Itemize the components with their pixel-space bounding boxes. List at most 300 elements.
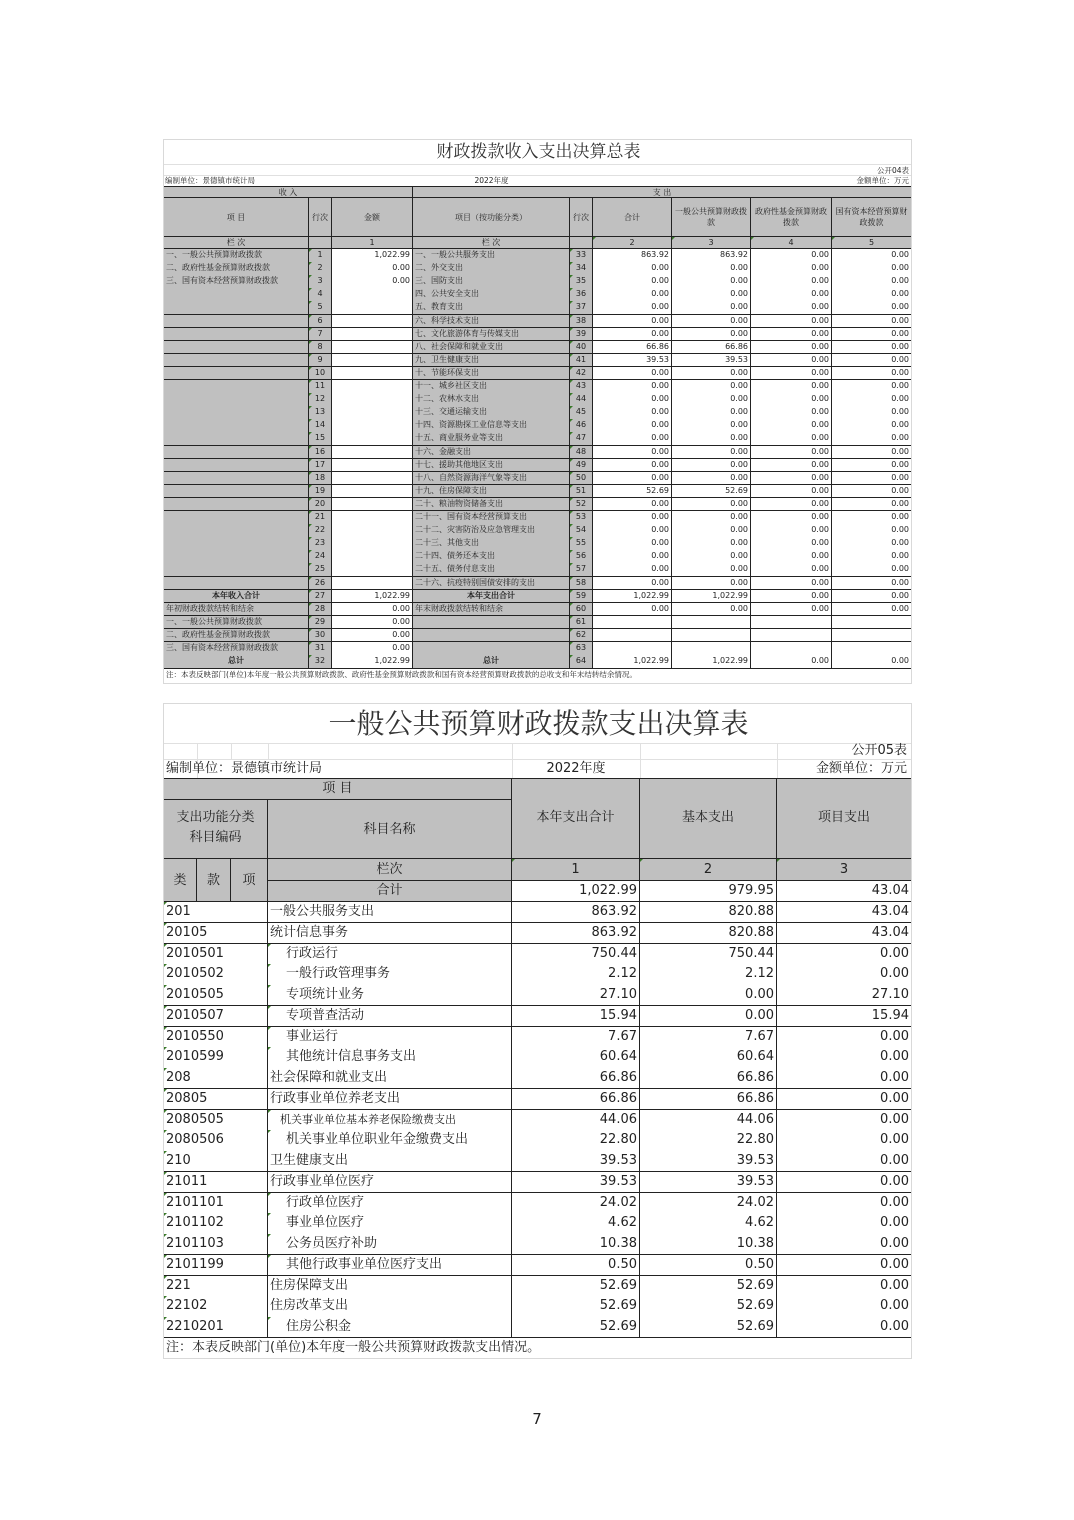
- income-amount: 0.00: [332, 616, 413, 630]
- expense-state: [832, 616, 911, 630]
- expense-item: 本年支出合计: [413, 590, 570, 604]
- expense-state: 0.00: [832, 432, 911, 446]
- expense-fund: 0.00: [751, 550, 832, 564]
- expense-state: 0.00: [832, 328, 911, 342]
- expense-state: 0.00: [832, 511, 911, 525]
- expense-item: 九、卫生健康支出: [413, 354, 570, 368]
- subject-name: 专项统计业务: [268, 985, 512, 1006]
- expense-row-no: 34: [570, 262, 593, 276]
- subject-code: 2010502: [164, 964, 268, 985]
- income-item: [164, 498, 309, 512]
- expense-row-no: 47: [570, 432, 593, 446]
- basic-expense: 22.80: [640, 1130, 777, 1151]
- expense-row-no: 46: [570, 419, 593, 433]
- expense-fund: 0.00: [751, 249, 832, 263]
- lanci-label-income: 栏 次: [164, 237, 309, 249]
- expense-item: 二十六、抗疫特别国债安排的支出: [413, 577, 570, 591]
- expense-total: 0.00: [593, 577, 672, 591]
- expense-general: [672, 642, 751, 656]
- expense-general: 0.00: [672, 472, 751, 486]
- income-row-no: 20: [309, 498, 332, 512]
- expense-row-no: 58: [570, 577, 593, 591]
- expense-item: 二十四、债务还本支出: [413, 550, 570, 564]
- expense-row-no: 56: [570, 550, 593, 564]
- total-expense: 863.92: [512, 923, 640, 944]
- expense-fund: [751, 616, 832, 630]
- income-row-no: 22: [309, 524, 332, 538]
- expense-general: 0.00: [672, 459, 751, 473]
- expense-general: [672, 616, 751, 630]
- expense-general: 1,022.99: [672, 590, 751, 604]
- project-expense: 0.00: [777, 1172, 911, 1193]
- expense-item: 十一、城乡社区支出: [413, 380, 570, 394]
- expense-total: [593, 616, 672, 630]
- expense-item: 年末财政拨款结转和结余: [413, 603, 570, 617]
- expense-general: 0.00: [672, 275, 751, 289]
- subject-name: 统计信息事务: [268, 923, 512, 944]
- lanci-empty: [309, 237, 332, 249]
- expense-state: 0.00: [832, 655, 911, 669]
- fiscal-appropriation-summary-table: [163, 139, 912, 684]
- expense-state: 0.00: [832, 446, 911, 460]
- table1-code: 公开04表: [876, 166, 909, 175]
- income-item: [164, 524, 309, 538]
- expense-state: 0.00: [832, 590, 911, 604]
- table1-money-unit: 金额单位：万元: [856, 176, 909, 185]
- expense-item: [413, 616, 570, 630]
- expense-fund: 0.00: [751, 315, 832, 329]
- table2-code: 公开05表: [851, 743, 907, 758]
- subject-code: 208: [164, 1068, 268, 1089]
- expense-row-no: 63: [570, 642, 593, 656]
- item-header: 项 目: [164, 778, 512, 800]
- expense-fund: 0.00: [751, 655, 832, 669]
- basic-expense: 60.64: [640, 1047, 777, 1068]
- expense-row-no: 45: [570, 406, 593, 420]
- expense-fund: 0.00: [751, 262, 832, 276]
- income-row-no: 15: [309, 432, 332, 446]
- project-expense: 0.00: [777, 1213, 911, 1234]
- expense-row-no: 38: [570, 315, 593, 329]
- expense-state: 0.00: [832, 301, 911, 315]
- expense-total: 0.00: [593, 603, 672, 617]
- expense-item: 十九、住房保障支出: [413, 485, 570, 499]
- expense-item: 总计: [413, 655, 570, 669]
- total-expense: 44.06: [512, 1110, 640, 1131]
- basic-expense: 10.38: [640, 1234, 777, 1255]
- table2-unit-org: 编制单位：景德镇市统计局: [166, 761, 323, 776]
- income-amount: [332, 380, 413, 394]
- expense-total: 0.00: [593, 262, 672, 276]
- income-amount: [332, 511, 413, 525]
- income-row-no: 2: [309, 262, 332, 276]
- expense-general: 0.00: [672, 288, 751, 302]
- col-header-project: 项目支出: [777, 778, 911, 859]
- total-expense: 52.69: [512, 1317, 640, 1338]
- subject-code: 221: [164, 1276, 268, 1297]
- income-item: [164, 511, 309, 525]
- table2-note: 注：本表反映部门(单位)本年度一般公共预算财政拨款支出情况。: [166, 1340, 541, 1355]
- expense-general: 0.00: [672, 315, 751, 329]
- subject-code: 2080505: [164, 1110, 268, 1131]
- project-expense: 0.00: [777, 1296, 911, 1317]
- table2-money-unit: 金额单位：万元: [815, 761, 907, 776]
- income-amount: [332, 419, 413, 433]
- expense-general: 52.69: [672, 485, 751, 499]
- basic-expense: 4.62: [640, 1213, 777, 1234]
- expense-total: 0.00: [593, 498, 672, 512]
- expense-fund: 0.00: [751, 603, 832, 617]
- table1-title: 财政拨款收入支出决算总表: [436, 142, 641, 162]
- name-header: 科目名称: [268, 800, 512, 859]
- subject-name: 住房改革支出: [268, 1296, 512, 1317]
- income-item: [164, 537, 309, 551]
- income-amount: 0.00: [332, 642, 413, 656]
- total-expense: 52.69: [512, 1276, 640, 1297]
- income-item: [164, 577, 309, 591]
- expense-general: 1,022.99: [672, 655, 751, 669]
- expense-item: 十、节能环保支出: [413, 367, 570, 381]
- expense-general: 0.00: [672, 262, 751, 276]
- income-item: [164, 367, 309, 381]
- income-row-no: 27: [309, 590, 332, 604]
- income-amount: [332, 328, 413, 342]
- expense-state: 0.00: [832, 563, 911, 577]
- expense-fund: 0.00: [751, 275, 832, 289]
- income-amount: [332, 315, 413, 329]
- income-row-no: 21: [309, 511, 332, 525]
- expense-fund: 0.00: [751, 537, 832, 551]
- income-amount: [332, 537, 413, 551]
- expense-general: 0.00: [672, 328, 751, 342]
- expense-state: [832, 642, 911, 656]
- expense-item: 七、文化旅游体育与传媒支出: [413, 328, 570, 342]
- expense-total: 52.69: [593, 485, 672, 499]
- expense-row-no: 41: [570, 354, 593, 368]
- expense-fund: 0.00: [751, 288, 832, 302]
- total-expense: 27.10: [512, 985, 640, 1006]
- income-amount: [332, 550, 413, 564]
- total-expense: 24.02: [512, 1193, 640, 1214]
- income-item: [164, 406, 309, 420]
- income-item: 三、国有资本经营预算财政拨款: [164, 275, 309, 289]
- income-amount: [332, 498, 413, 512]
- basic-expense: 66.86: [640, 1068, 777, 1089]
- income-row-no: 29: [309, 616, 332, 630]
- expense-total: 0.00: [593, 380, 672, 394]
- project-expense: 43.04: [777, 923, 911, 944]
- expense-item: 十四、资源勘探工业信息等支出: [413, 419, 570, 433]
- expense-row-no: 49: [570, 459, 593, 473]
- expense-fund: [751, 642, 832, 656]
- expense-total: [593, 642, 672, 656]
- subject-name: 住房保障支出: [268, 1276, 512, 1297]
- expense-total: 0.00: [593, 550, 672, 564]
- expense-fund: 0.00: [751, 524, 832, 538]
- income-amount: [332, 524, 413, 538]
- expense-item: 三、国防支出: [413, 275, 570, 289]
- class-label-kuan: 款: [197, 859, 231, 902]
- expense-state: 0.00: [832, 603, 911, 617]
- subject-name: 行政运行: [268, 944, 512, 965]
- expense-general: 0.00: [672, 603, 751, 617]
- total-value: 43.04: [777, 881, 911, 902]
- income-row-no: 25: [309, 563, 332, 577]
- income-amount: [332, 577, 413, 591]
- expense-state: 0.00: [832, 393, 911, 407]
- income-row-no: 19: [309, 485, 332, 499]
- income-amount: [332, 563, 413, 577]
- expense-total: 0.00: [593, 524, 672, 538]
- expense-fund: 0.00: [751, 419, 832, 433]
- code-header: [164, 800, 268, 859]
- basic-expense: 2.12: [640, 964, 777, 985]
- income-row-no: 26: [309, 577, 332, 591]
- lanci-exp-value: 2: [593, 237, 672, 249]
- table2-year: 2022年度: [546, 761, 606, 776]
- income-row-no: 9: [309, 354, 332, 368]
- table1-year: 2022年度: [474, 176, 509, 185]
- expense-item: 四、公共安全支出: [413, 288, 570, 302]
- project-expense: 0.00: [777, 1255, 911, 1276]
- total-expense: 7.67: [512, 1027, 640, 1048]
- class-label-lei: 类: [164, 859, 197, 902]
- expense-fund: 0.00: [751, 328, 832, 342]
- project-expense: 0.00: [777, 1151, 911, 1172]
- expense-total: 0.00: [593, 511, 672, 525]
- table2-title: 一般公共预算财政拨款支出决算表: [328, 707, 749, 740]
- expense-row-no: 39: [570, 328, 593, 342]
- expense-row-no: 51: [570, 485, 593, 499]
- income-row-no: 12: [309, 393, 332, 407]
- project-expense: 0.00: [777, 1234, 911, 1255]
- expense-item: 十八、自然资源海洋气象等支出: [413, 472, 570, 486]
- expense-item: 二十三、其他支出: [413, 537, 570, 551]
- expense-total: 1,022.99: [593, 655, 672, 669]
- income-amount: 1,022.99: [332, 249, 413, 263]
- income-amount: 0.00: [332, 603, 413, 617]
- income-amount: [332, 288, 413, 302]
- subject-name: 机关事业单位基本养老保险缴费支出: [268, 1110, 512, 1131]
- expense-row-no: 44: [570, 393, 593, 407]
- expense-fund: 0.00: [751, 511, 832, 525]
- col-header-exp-row-no: 行次: [570, 198, 593, 237]
- col-header-row-no: 行次: [309, 198, 332, 237]
- project-expense: 0.00: [777, 1047, 911, 1068]
- income-item: [164, 341, 309, 355]
- income-amount: [332, 367, 413, 381]
- basic-expense: 750.44: [640, 944, 777, 965]
- expense-state: [832, 629, 911, 643]
- expense-item: [413, 629, 570, 643]
- expense-general: 0.00: [672, 446, 751, 460]
- lanci-value: 3: [777, 859, 911, 881]
- expense-total: 0.00: [593, 367, 672, 381]
- income-amount: 0.00: [332, 629, 413, 643]
- lanci-income-value: 1: [332, 237, 413, 249]
- total-expense: 750.44: [512, 944, 640, 965]
- expense-fund: 0.00: [751, 367, 832, 381]
- total-expense: 66.86: [512, 1089, 640, 1110]
- basic-expense: 39.53: [640, 1172, 777, 1193]
- income-item: [164, 563, 309, 577]
- class-label-xiang: 项: [231, 859, 268, 902]
- income-row-no: 32: [309, 655, 332, 669]
- total-expense: 4.62: [512, 1213, 640, 1234]
- col-header-basic: 基本支出: [640, 778, 777, 859]
- lanci-label-expense: 栏 次: [413, 237, 570, 249]
- income-item: [164, 301, 309, 315]
- code-header-line2: 科目编码: [189, 830, 242, 845]
- lanci-exp-value: 5: [832, 237, 911, 249]
- expense-row-no: 52: [570, 498, 593, 512]
- expense-row-no: 60: [570, 603, 593, 617]
- expense-state: 0.00: [832, 406, 911, 420]
- expense-row-no: 40: [570, 341, 593, 355]
- table1-note: 注：本表反映部门(单位)本年度一般公共预算财政拨款、政府性基金预算财政拨款和国有资本经营预算财政拨款的总收支和年末结转结余情况。: [166, 670, 637, 679]
- project-expense: 0.00: [777, 964, 911, 985]
- income-amount: [332, 406, 413, 420]
- income-item: 本年收入合计: [164, 590, 309, 604]
- lanci-exp-value: 4: [751, 237, 832, 249]
- project-expense: 0.00: [777, 1089, 911, 1110]
- expense-total: 0.00: [593, 419, 672, 433]
- subject-name: 专项普查活动: [268, 1006, 512, 1027]
- subject-name: 行政单位医疗: [268, 1193, 512, 1214]
- income-amount: 1,022.99: [332, 655, 413, 669]
- expense-total: 0.00: [593, 288, 672, 302]
- income-amount: [332, 459, 413, 473]
- income-row-no: 3: [309, 275, 332, 289]
- income-row-no: 4: [309, 288, 332, 302]
- subject-code: 2010507: [164, 1006, 268, 1027]
- basic-expense: 0.00: [640, 985, 777, 1006]
- lanci-value: 2: [640, 859, 777, 881]
- expense-item: 一、一般公共服务支出: [413, 249, 570, 263]
- project-expense: 0.00: [777, 1276, 911, 1297]
- expense-item: 十五、商业服务业等支出: [413, 432, 570, 446]
- income-amount: [332, 341, 413, 355]
- expense-item: 二十、粮油物资储备支出: [413, 498, 570, 512]
- lanci-empty: [570, 237, 593, 249]
- expense-state: 0.00: [832, 524, 911, 538]
- expense-item: 十六、金融支出: [413, 446, 570, 460]
- basic-expense: 0.50: [640, 1255, 777, 1276]
- income-item: [164, 380, 309, 394]
- expense-general: 0.00: [672, 367, 751, 381]
- expense-fund: 0.00: [751, 577, 832, 591]
- expense-total: 39.53: [593, 354, 672, 368]
- subject-code: 20805: [164, 1089, 268, 1110]
- expense-general: 0.00: [672, 406, 751, 420]
- income-item: 二、政府性基金预算财政拨款: [164, 262, 309, 276]
- basic-expense: 24.02: [640, 1193, 777, 1214]
- income-row-no: 1: [309, 249, 332, 263]
- income-row-no: 23: [309, 537, 332, 551]
- subject-code: 2101199: [164, 1255, 268, 1276]
- expense-row-no: 61: [570, 616, 593, 630]
- income-row-no: 11: [309, 380, 332, 394]
- expense-total: 0.00: [593, 315, 672, 329]
- expense-row-no: 54: [570, 524, 593, 538]
- expense-general: 0.00: [672, 524, 751, 538]
- income-item: [164, 315, 309, 329]
- expense-general: 863.92: [672, 249, 751, 263]
- basic-expense: 7.67: [640, 1027, 777, 1048]
- expense-fund: 0.00: [751, 485, 832, 499]
- expense-total: 0.00: [593, 275, 672, 289]
- expense-total: 0.00: [593, 446, 672, 460]
- expense-state: 0.00: [832, 288, 911, 302]
- subject-code: 2210201: [164, 1317, 268, 1338]
- expense-fund: 0.00: [751, 498, 832, 512]
- expense-total: 1,022.99: [593, 590, 672, 604]
- total-expense: 0.50: [512, 1255, 640, 1276]
- income-row-no: 24: [309, 550, 332, 564]
- income-item: [164, 550, 309, 564]
- expense-state: 0.00: [832, 485, 911, 499]
- expense-row-no: 64: [570, 655, 593, 669]
- income-row-no: 10: [309, 367, 332, 381]
- basic-expense: 820.88: [640, 923, 777, 944]
- expense-fund: 0.00: [751, 590, 832, 604]
- expense-header: 支 出: [413, 186, 911, 198]
- subject-name: 行政事业单位医疗: [268, 1172, 512, 1193]
- expense-general: 0.00: [672, 301, 751, 315]
- expense-fund: 0.00: [751, 563, 832, 577]
- expense-general: 0.00: [672, 380, 751, 394]
- expense-row-no: 35: [570, 275, 593, 289]
- expense-fund: 0.00: [751, 380, 832, 394]
- income-item: [164, 432, 309, 446]
- income-row-no: 8: [309, 341, 332, 355]
- expense-state: 0.00: [832, 249, 911, 263]
- basic-expense: 0.00: [640, 1006, 777, 1027]
- project-expense: 0.00: [777, 1130, 911, 1151]
- total-expense: 39.53: [512, 1151, 640, 1172]
- subject-name: 其他统计信息事务支出: [268, 1047, 512, 1068]
- expense-general: 0.00: [672, 511, 751, 525]
- income-item: [164, 393, 309, 407]
- subject-code: 21011: [164, 1172, 268, 1193]
- project-expense: 0.00: [777, 1317, 911, 1338]
- expense-row-no: 33: [570, 249, 593, 263]
- total-label: 合计: [268, 881, 512, 902]
- basic-expense: 52.69: [640, 1317, 777, 1338]
- expense-fund: [751, 629, 832, 643]
- expense-row-no: 42: [570, 367, 593, 381]
- subject-code: 2010550: [164, 1027, 268, 1048]
- income-item: 年初财政拨款结转和结余: [164, 603, 309, 617]
- income-amount: [332, 301, 413, 315]
- expense-item: 八、社会保障和就业支出: [413, 341, 570, 355]
- income-item: [164, 419, 309, 433]
- expense-row-no: 48: [570, 446, 593, 460]
- income-item: [164, 446, 309, 460]
- col-header-exp-item: 项目（按功能分类）: [413, 198, 570, 237]
- basic-expense: 66.86: [640, 1089, 777, 1110]
- income-header: 收 入: [164, 186, 413, 198]
- basic-expense: 52.69: [640, 1276, 777, 1297]
- subject-code: 210: [164, 1151, 268, 1172]
- col-header-item: 项 目: [164, 198, 309, 237]
- expense-fund: 0.00: [751, 446, 832, 460]
- expense-row-no: 37: [570, 301, 593, 315]
- subject-name: 事业单位医疗: [268, 1213, 512, 1234]
- subject-code: 2010505: [164, 985, 268, 1006]
- expense-general: 0.00: [672, 537, 751, 551]
- expense-state: 0.00: [832, 498, 911, 512]
